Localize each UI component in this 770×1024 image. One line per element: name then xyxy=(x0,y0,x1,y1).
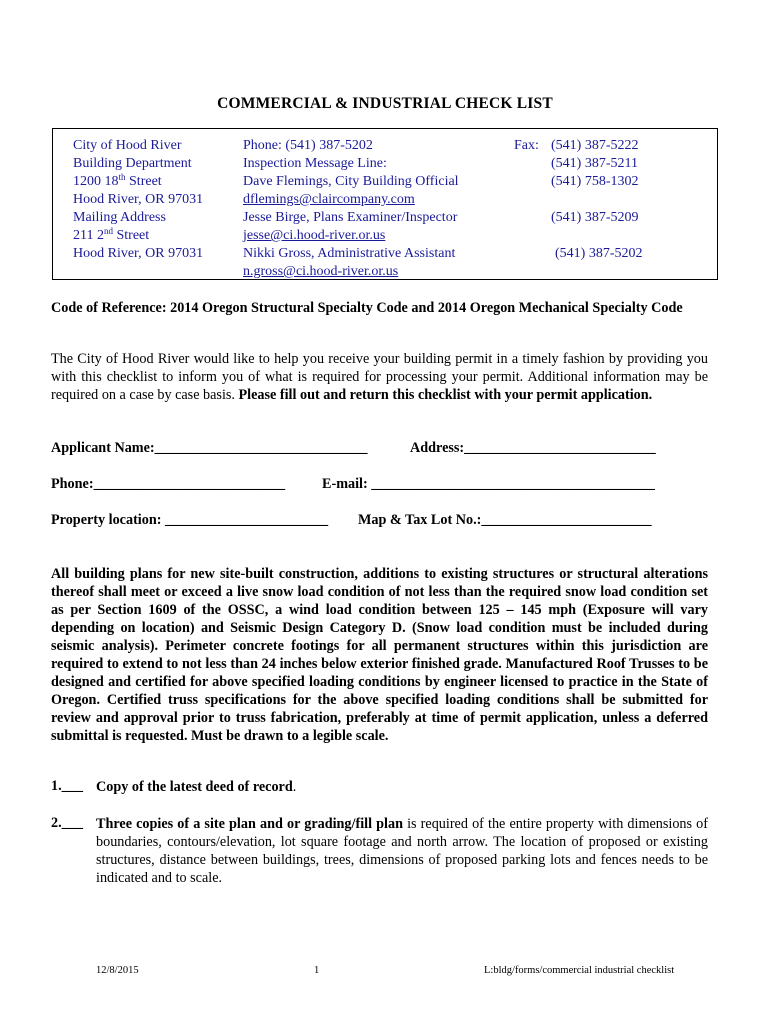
mailing-street-number: 211 2 xyxy=(73,228,104,243)
fax-number: (541) 387-5222 xyxy=(551,138,639,153)
checklist-item-1-blank[interactable]: 1.___ xyxy=(51,778,83,794)
code-of-reference: Code of Reference: 2014 Oregon Structural Specialty Code and 2014 Oregon Mechanical Specialty Code xyxy=(51,300,683,316)
phone-line: Phone: (541) 387-5202 xyxy=(243,138,373,153)
phone-field[interactable]: Phone:___________________________ xyxy=(51,476,286,492)
inspection-line-label: Inspection Message Line: xyxy=(243,156,387,171)
admin-assistant: Nikki Gross, Administrative Assistant xyxy=(243,246,456,261)
mailing-ordinal-suffix: nd xyxy=(103,226,113,236)
intro-text: The City of Hood River would like to help you receive your building permit in a timely fashion by providing you with this checklist to inform you of what is required for processing your permit. Additional information may be required on a case by case basis. xyxy=(51,351,708,403)
city-state-zip: Hood River, OR 97031 xyxy=(73,192,204,207)
checklist-item-2-text xyxy=(96,815,708,887)
item-2-rest: is required of the entire property with dimensions of boundaries, contours/elevation, lot square footage and north arrow. The location of proposed or existing structures, distance between buildings, trees, dimensions of proposed parking lots and fences needs to be indicated and to scale. xyxy=(96,816,708,886)
plans-examiner: Jesse Birge, Plans Examiner/Inspector xyxy=(243,210,458,225)
checklist-item-2-blank[interactable]: 2.___ xyxy=(51,815,83,831)
phone-numbers-column xyxy=(514,137,643,263)
street-word: Street xyxy=(125,174,162,189)
department-name: Building Department xyxy=(73,156,192,171)
footer-date: 12/8/2015 xyxy=(96,965,139,976)
mailing-street-word: Street xyxy=(112,228,150,243)
fax-label: Fax: xyxy=(514,138,539,153)
requirements-paragraph: All building plans for new site-built construction, additions to existing structures or structural alterations thereof shall meet or exceed a live snow load condition of not less than the required snow load condition set as per Section 1609 of the OSSC, a wind load condition between 125 – 145 mph (Exposure will vary depending on location) and Seismic Design Category D. (Snow load condition must be included during seismic analysis). Perimeter concrete footings for all permanent structures within this jurisdiction are required to extend to not less than 24 inches below exterior finished grade. Manufactured Roof Trusses to be designed and certified for above specified loading conditions by engineer licensed to practice in the State of Oregon. Certified truss specifications for the above specified loading conditions shall be submitted for review and approval prior to truss fabrication, preferably at time of permit application, unless a deferred submittal is requested. Must be drawn to a legible scale. xyxy=(51,566,708,744)
footer-file-path: L:bldg/forms/commercial industrial checklist xyxy=(484,965,675,976)
fax-line xyxy=(514,137,643,155)
inspection-phone: (541) 387-5211 xyxy=(551,156,638,171)
email-field[interactable]: E-mail: ________________________________________ xyxy=(322,476,656,492)
admin-assistant-email-link[interactable]: n.gross@ci.hood-river.or.us xyxy=(243,264,399,279)
applicant-name-field[interactable]: Applicant Name:______________________________ xyxy=(51,440,368,456)
checklist-item-1-text xyxy=(96,778,708,796)
ordinal-suffix: th xyxy=(118,172,126,182)
item-2-bold: Three copies of a site plan and or grading/fill plan xyxy=(96,816,403,832)
plans-examiner-email-link[interactable]: jesse@ci.hood-river.or.us xyxy=(243,228,386,243)
department-address-column xyxy=(73,137,203,263)
address-field[interactable]: Address:___________________________ xyxy=(410,440,656,456)
item-1-bold: Copy of the latest deed of record xyxy=(96,779,293,795)
item-1-rest: . xyxy=(292,779,297,795)
city-name: City of Hood River xyxy=(73,138,182,153)
examiner-phone: (541) 387-5209 xyxy=(551,210,639,225)
contacts-column xyxy=(243,137,459,281)
property-location-field[interactable]: Property location: _______________________ xyxy=(51,512,329,528)
street-address xyxy=(73,173,203,191)
map-tax-lot-field[interactable]: Map & Tax Lot No.:________________________ xyxy=(358,512,652,528)
official-phone: (541) 758-1302 xyxy=(551,174,639,189)
mailing-street xyxy=(73,227,203,245)
footer-page-number: 1 xyxy=(314,965,320,976)
intro-paragraph xyxy=(51,350,708,404)
building-official-email-link[interactable]: dflemings@claircompany.com xyxy=(243,192,415,207)
building-official: Dave Flemings, City Building Official xyxy=(243,174,459,189)
page-title: COMMERCIAL & INDUSTRIAL CHECK LIST xyxy=(217,95,553,112)
mailing-city-state-zip: Hood River, OR 97031 xyxy=(73,246,204,261)
mailing-address-label: Mailing Address xyxy=(73,210,166,225)
street-number: 1200 18 xyxy=(73,174,119,189)
intro-instruction: Please fill out and return this checklist with your permit application. xyxy=(238,387,653,403)
assistant-phone: (541) 387-5202 xyxy=(555,246,643,261)
